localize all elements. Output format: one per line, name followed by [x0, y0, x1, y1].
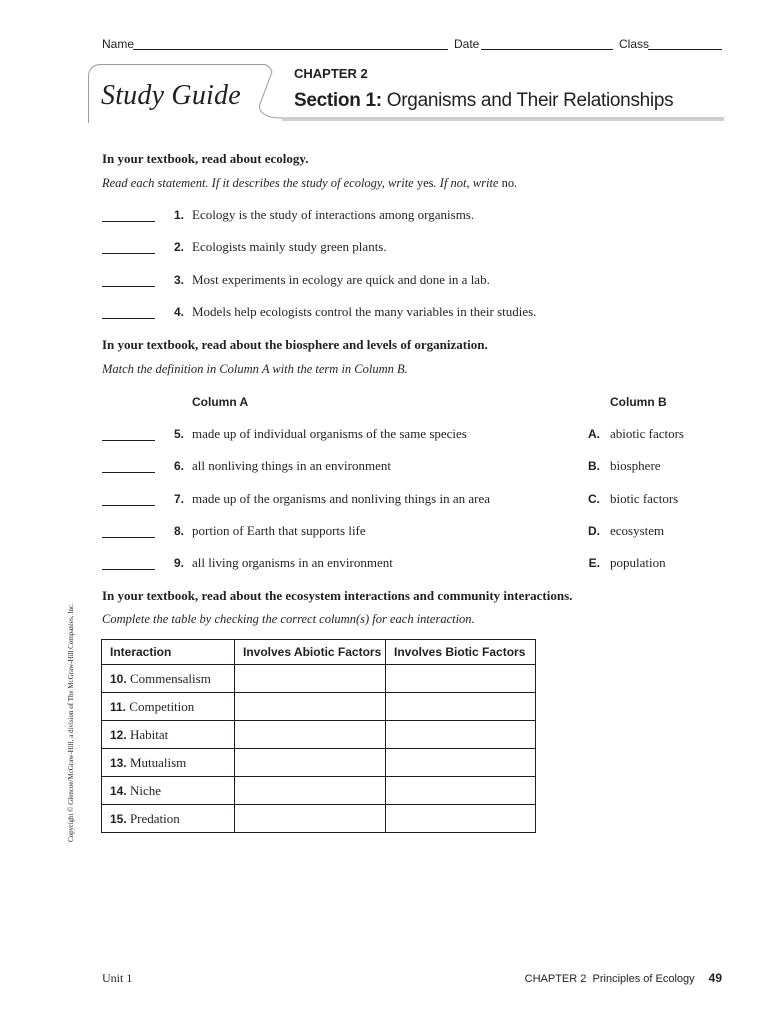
abiotic-checkbox-cell[interactable]: [235, 693, 386, 721]
item-number: 1.: [173, 208, 184, 222]
biotic-checkbox-cell[interactable]: [386, 721, 536, 749]
item-text: made up of individual organisms of the same species: [192, 426, 467, 441]
biotic-checkbox-cell[interactable]: [386, 777, 536, 805]
row-number: 12.: [110, 727, 127, 742]
copyright-notice: Copyright © Glencoe/McGraw-Hill, a division of The McGraw-Hill Companies, Inc.: [67, 603, 75, 842]
item-number: 9.: [173, 556, 184, 570]
part3-heading: In your textbook, read about the ecosystem interactions and community interactions.: [102, 588, 573, 603]
footer-unit: Unit 1: [102, 971, 133, 985]
section-prefix: Section 1:: [294, 90, 382, 111]
biotic-checkbox-cell[interactable]: [386, 749, 536, 777]
col-header-biotic: Involves Biotic Factors: [386, 640, 536, 665]
item-text: portion of Earth that supports life: [192, 523, 366, 538]
footer-chapter-info: [525, 971, 722, 985]
interaction-cell: [102, 805, 235, 833]
item-text: all living organisms in an environment: [192, 555, 393, 570]
table-row: [102, 777, 536, 805]
table-row: [102, 665, 536, 693]
row-label: Habitat: [129, 726, 169, 742]
term-letter: B.: [588, 459, 600, 473]
item-number: 6.: [173, 459, 184, 473]
interaction-cell: [102, 665, 235, 693]
row-label: Commensalism: [129, 670, 211, 686]
date-label: Date: [454, 37, 480, 51]
col-header-interaction: Interaction: [102, 640, 235, 665]
term-text: biotic factors: [610, 491, 679, 506]
item-number: 7.: [173, 492, 184, 506]
section-name: Organisms and Their Relationships: [386, 90, 674, 111]
term-letter: A.: [588, 427, 600, 441]
interaction-cell: [102, 721, 235, 749]
answer-blank[interactable]: [102, 440, 155, 441]
term-letter: D.: [588, 524, 600, 538]
biotic-checkbox-cell[interactable]: [386, 805, 536, 833]
section-title: [294, 90, 673, 112]
column-b-header: Column B: [610, 395, 667, 409]
biotic-checkbox-cell[interactable]: [386, 693, 536, 721]
answer-blank[interactable]: [102, 472, 155, 473]
row-label: Niche: [129, 782, 161, 798]
class-label: Class: [619, 37, 650, 51]
date-field[interactable]: [481, 49, 613, 50]
footer-chapter: CHAPTER 2: [524, 973, 587, 985]
instr-yes: yes: [416, 176, 434, 190]
term-letter: E.: [588, 556, 600, 570]
interaction-cell: [102, 777, 235, 805]
study-guide-title: Study Guide: [101, 80, 241, 111]
answer-blank[interactable]: [102, 537, 155, 538]
item-text: Ecology is the study of interactions among organisms.: [192, 207, 475, 222]
item-number: 3.: [173, 273, 184, 287]
term-text: population: [610, 555, 666, 570]
part1-instructions: [102, 176, 517, 191]
interaction-table: [101, 639, 536, 833]
item-text: all nonliving things in an environment: [192, 458, 391, 473]
item-number: 8.: [173, 524, 184, 538]
answer-blank[interactable]: [102, 318, 155, 319]
part1-heading: In your textbook, read about ecology.: [102, 151, 309, 166]
row-number: 10.: [110, 671, 127, 686]
chapter-label: CHAPTER 2: [294, 66, 368, 81]
col-header-abiotic: Involves Abiotic Factors: [235, 640, 386, 665]
abiotic-checkbox-cell[interactable]: [235, 665, 386, 693]
row-number: 14.: [110, 783, 127, 798]
item-text: made up of the organisms and nonliving things in an area: [192, 491, 490, 506]
term-text: ecosystem: [610, 523, 665, 538]
item-text: Ecologists mainly study green plants.: [192, 239, 387, 254]
row-label: Mutualism: [129, 754, 187, 770]
footer-title: Principles of Ecology: [592, 973, 695, 985]
instr-c: .: [514, 176, 518, 190]
row-number: 15.: [110, 811, 127, 826]
page-number: 49: [708, 971, 722, 985]
item-text: Most experiments in ecology are quick and done in a lab.: [192, 272, 490, 287]
row-number: 13.: [110, 755, 127, 770]
part2-instructions: Match the definition in Column A with the term in Column B.: [102, 362, 408, 376]
item-number: 4.: [173, 305, 184, 319]
name-label: Name: [102, 37, 135, 51]
table-header-row: [102, 640, 536, 665]
table-row: [102, 749, 536, 777]
name-field[interactable]: [133, 49, 448, 50]
answer-blank[interactable]: [102, 221, 155, 222]
row-label: Competition: [129, 698, 195, 714]
instr-no: no: [501, 176, 515, 190]
answer-blank[interactable]: [102, 286, 155, 287]
column-a-header: Column A: [192, 395, 249, 409]
abiotic-checkbox-cell[interactable]: [235, 721, 386, 749]
biotic-checkbox-cell[interactable]: [386, 665, 536, 693]
term-text: abiotic factors: [610, 426, 684, 441]
instr-b: . If not, write: [433, 176, 499, 190]
row-number: 11.: [110, 699, 127, 714]
answer-blank[interactable]: [102, 253, 155, 254]
item-text: Models help ecologists control the many variables in their studies.: [192, 304, 537, 319]
abiotic-checkbox-cell[interactable]: [235, 777, 386, 805]
item-number: 2.: [173, 240, 184, 254]
part3-instructions: Complete the table by checking the correct column(s) for each interaction.: [102, 612, 475, 626]
instr-a: Read each statement. If it describes the study of ecology, write: [102, 176, 414, 190]
abiotic-checkbox-cell[interactable]: [235, 749, 386, 777]
abiotic-checkbox-cell[interactable]: [235, 805, 386, 833]
table-row: [102, 693, 536, 721]
part2-heading: In your textbook, read about the biosphere and levels of organization.: [102, 337, 488, 352]
class-field[interactable]: [648, 49, 722, 50]
interaction-cell: [102, 749, 235, 777]
row-label: Predation: [129, 810, 180, 826]
table-row: [102, 805, 536, 833]
term-text: biosphere: [610, 458, 661, 473]
term-letter: C.: [588, 492, 600, 506]
interaction-cell: [102, 693, 235, 721]
table-row: [102, 721, 536, 749]
answer-blank[interactable]: [102, 569, 155, 570]
item-number: 5.: [173, 427, 184, 441]
answer-blank[interactable]: [102, 505, 155, 506]
